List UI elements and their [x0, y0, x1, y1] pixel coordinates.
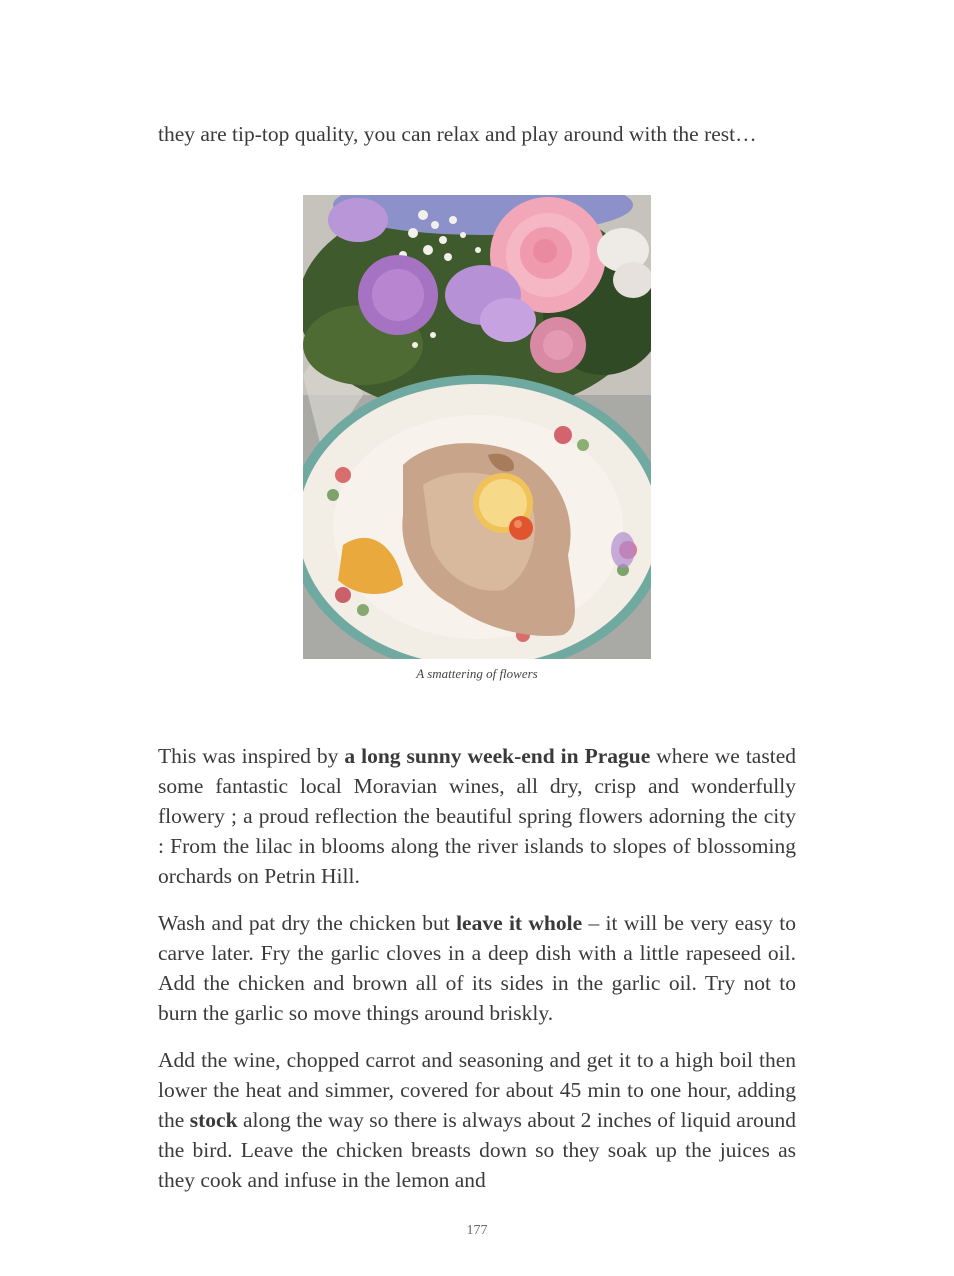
bold-phrase: leave it whole — [456, 911, 583, 935]
body-paragraph-simmer — [158, 1045, 796, 1195]
text-run: they are tip-top quality, you can relax and play around with the rest… — [158, 122, 757, 146]
text-run: along the way so there is always about 2 inches of liquid around the bird. Leave the chicken breasts down so they soak up the juices as they cook and infuse in the lemon and — [158, 1108, 796, 1192]
page-number: 177 — [466, 1223, 488, 1238]
text-run: – it will be very easy to carve later. Fry the garlic cloves in a deep dish with a little rapeseed oil. Add the chicken and brown all of its sides in the garlic oil. Try not to burn the garlic so move things around briskly. — [158, 911, 796, 1025]
text-run: where we tasted some fantastic local Moravian wines, all dry, crisp and wonderfully flowery ; a proud reflection the beautiful spring flowers adorning the city : From the lilac in blooms along the river islands to slopes of blossoming orchards on Petrin Hill. — [158, 744, 796, 888]
text-run: Add the wine, chopped carrot and seasoning and get it to a high boil then lower the heat and simmer, covered for about 45 min to one hour, adding the — [158, 1048, 796, 1132]
body-paragraph-intro — [158, 119, 796, 149]
bold-phrase: stock — [189, 1108, 238, 1132]
text-run: Wash and pat dry the chicken but — [158, 911, 457, 935]
flowers-and-chicken-photo — [303, 195, 651, 659]
body-paragraph-chicken-prep — [158, 908, 796, 1028]
figure-caption: A smattering of flowers — [416, 666, 538, 681]
bold-phrase: a long sunny week-end in Prague — [344, 744, 651, 768]
body-paragraph-prague — [158, 741, 796, 891]
text-run: This was inspired by — [158, 744, 345, 768]
